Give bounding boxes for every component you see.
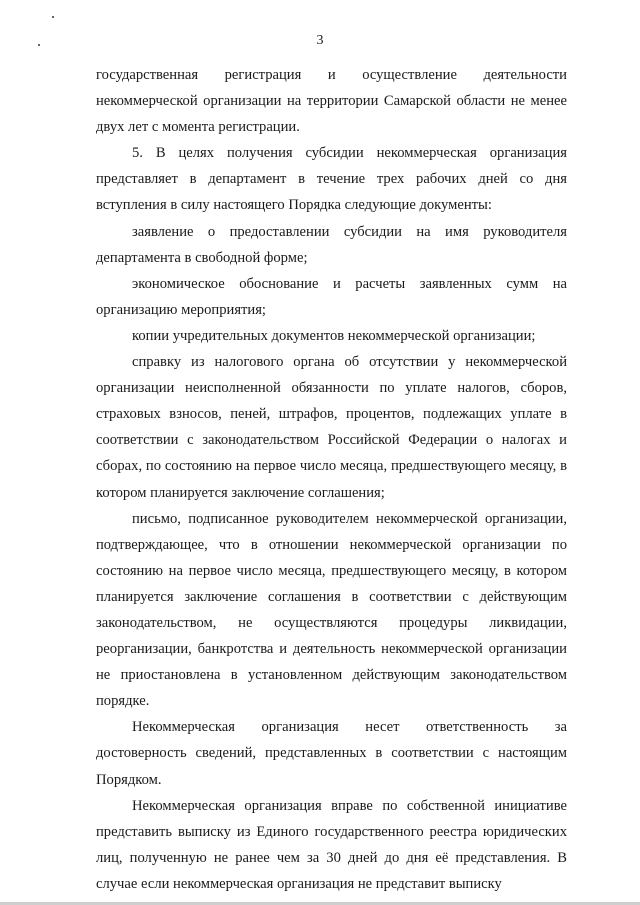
scan-speck: [52, 16, 54, 18]
page-number: 3: [316, 33, 324, 48]
list-item-economic-justification: экономическое обоснование и расчеты заявленных сумм на организацию мероприятия;: [96, 275, 567, 318]
paragraph-registration-term: государственная регистрация и осуществление деятельности некоммерческой организации на территории Самарской области не менее двух лет с момента регистрации.: [96, 67, 567, 136]
list-item-tax-certificate: справку из налогового органа об отсутствии у некоммерческой организации неисполненной обязанности по уплате налогов, сборов, страховых взносов, пеней, штрафов, процентов, подлежащих уплате в соответствии с законодательством Российской Федерации о налогах и сборах, по состоянию на первое число месяца, предшествующего месяцу, в котором планируется заключение соглашения;: [96, 354, 567, 501]
list-item-application: заявление о предоставлении субсидии на имя руководителя департамента в свободной форме;: [96, 223, 567, 266]
list-item-letter: письмо, подписанное руководителем некоммерческой организации, подтверждающее, что в отношении некоммерческой организации по состоянию на первое число месяца, предшествующего месяцу, в котором планируется заключение соглашения в соответствии с действующим законодательством, не осуществляются процедуры ликвидации, реорганизации, банкротства и деятельность некоммерческой организации не приостановлена в установленном действующим законодательством порядке.: [96, 510, 567, 710]
list-item-founding-documents: копии учредительных документов некоммерческой организации;: [132, 327, 536, 344]
paragraph-egrul-extract: Некоммерческая организация вправе по собственной инициативе представить выписку из Единого государственного реестра юридических лиц, полученную не ранее чем за 30 дней до дня её представления. В случае если некоммерческая организация не представит выписку: [96, 797, 567, 892]
paragraph-item-5: 5. В целях получения субсидии некоммерческая организация представляет в департамент в течение трех рабочих дней со дня вступления в силу настоящего Порядка следующие документы:: [96, 145, 567, 214]
document-body: [96, 62, 567, 897]
paragraph-responsibility: Некоммерческая организация несет ответственность за достоверность сведений, представленных в соответствии с настоящим Порядком.: [96, 719, 567, 788]
